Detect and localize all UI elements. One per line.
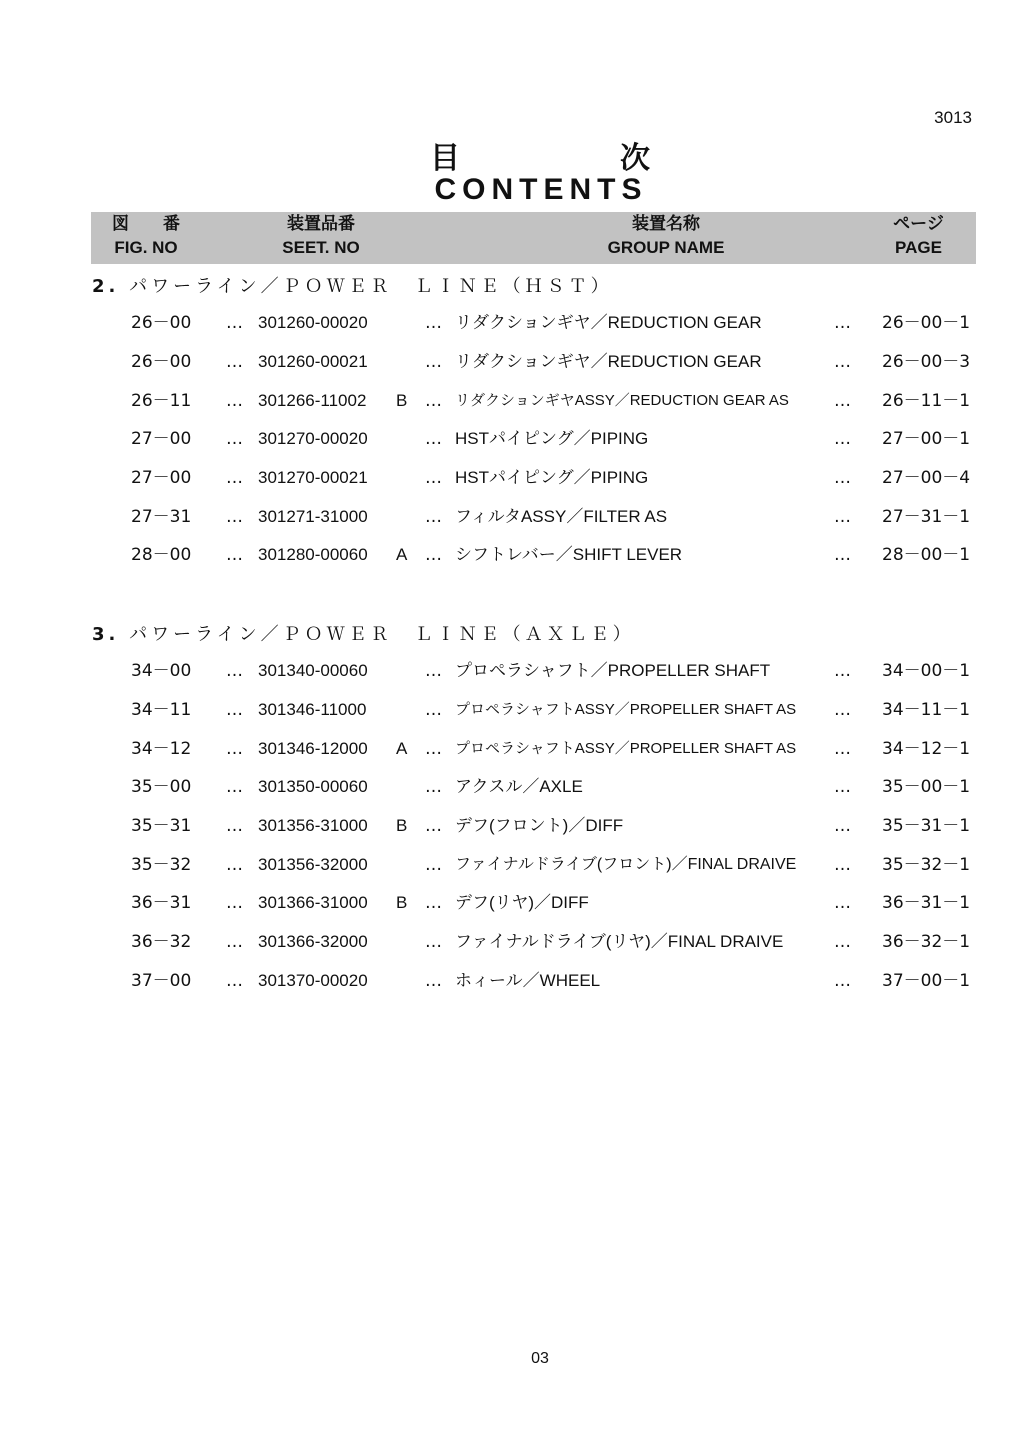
group-name: プロペラシャフトASSY／PROPELLER SHAFT AS	[455, 701, 797, 718]
header-group-name-en: GROUP NAME	[607, 238, 725, 257]
fig-no: 35－32	[131, 855, 192, 875]
group-name: デフ(リヤ)／DIFF	[455, 893, 589, 912]
header-page	[871, 212, 966, 260]
group-name: リダクションギヤ／REDUCTION GEAR	[455, 313, 762, 332]
fig-no: 36－32	[131, 932, 192, 952]
fig-no: 36－31	[131, 893, 192, 913]
sheet-no: 301350-00060	[258, 777, 368, 796]
leader-dots: …	[425, 352, 442, 372]
table-header	[91, 212, 976, 264]
leader-dots: …	[425, 429, 442, 449]
header-group-name-ja: 装置名称	[632, 214, 700, 233]
revision-letter: A	[396, 545, 408, 564]
title-ja-right: 次	[620, 141, 650, 176]
header-fig-no	[101, 212, 191, 260]
leader-dots: …	[226, 313, 243, 333]
leader-dots: …	[425, 468, 442, 488]
sheet-no: 301260-00020	[258, 313, 368, 332]
leader-dots: …	[425, 700, 442, 720]
header-sheet-no	[256, 212, 386, 260]
sheet-no: 301270-00020	[258, 429, 368, 448]
leader-dots: …	[834, 391, 851, 411]
leader-dots: …	[226, 429, 243, 449]
toc-row[interactable]	[0, 659, 1024, 683]
page-ref[interactable]: 36－32－1	[882, 932, 971, 952]
leader-dots: …	[425, 391, 442, 411]
toc-row[interactable]	[0, 969, 1024, 993]
leader-dots: …	[226, 700, 243, 720]
sheet-no: 301271-31000	[258, 507, 368, 526]
sheet-no: 301340-00060	[258, 661, 368, 680]
group-name: HSTパイピング／PIPING	[455, 468, 649, 487]
section-heading-hst	[92, 272, 613, 298]
leader-dots: …	[226, 816, 243, 836]
footer-page-number: 03	[531, 1350, 549, 1367]
leader-dots: …	[834, 507, 851, 527]
fig-no: 26－00	[131, 313, 192, 333]
revision-letter: B	[396, 391, 408, 410]
section-number: 3.	[92, 624, 120, 645]
page-ref[interactable]: 34－00－1	[882, 661, 971, 681]
leader-dots: …	[425, 739, 442, 759]
leader-dots: …	[226, 545, 243, 565]
leader-dots: …	[425, 893, 442, 913]
fig-no: 35－00	[131, 777, 192, 797]
leader-dots: …	[425, 313, 442, 333]
leader-dots: …	[834, 468, 851, 488]
revision-letter: B	[396, 893, 408, 912]
group-name: ファイナルドライブ(フロント)／FINAL DRAIVE	[455, 856, 797, 873]
toc-row[interactable]	[0, 505, 1024, 529]
page-ref[interactable]: 35－31－1	[882, 816, 971, 836]
toc-row[interactable]	[0, 930, 1024, 954]
fig-no: 37－00	[131, 971, 192, 991]
fig-no: 35－31	[131, 816, 192, 836]
toc-row[interactable]	[0, 698, 1024, 722]
page-ref[interactable]: 26－00－3	[882, 352, 971, 372]
toc-row[interactable]	[0, 466, 1024, 490]
leader-dots: …	[834, 932, 851, 952]
page-title-japanese	[0, 133, 1024, 177]
fig-no: 27－00	[131, 468, 192, 488]
page-ref[interactable]: 27－31－1	[882, 507, 971, 527]
leader-dots: …	[226, 971, 243, 991]
header-fig-no-ja: 図 番	[112, 214, 180, 233]
group-name: リダクションギヤASSY／REDUCTION GEAR AS	[455, 392, 789, 409]
sheet-no: 301270-00021	[258, 468, 368, 487]
group-name: リダクションギヤ／REDUCTION GEAR	[455, 352, 762, 371]
fig-no: 27－00	[131, 429, 192, 449]
fig-no: 26－00	[131, 352, 192, 372]
fig-no: 26－11	[131, 391, 192, 411]
section-title: パワーライン／ＰＯＷＥＲ ＬＩＮＥ（ＡＸＬＥ）	[129, 624, 635, 645]
sheet-no: 301356-32000	[258, 855, 368, 874]
leader-dots: …	[226, 391, 243, 411]
page-ref[interactable]: 35－00－1	[882, 777, 971, 797]
leader-dots: …	[226, 507, 243, 527]
title-ja-left: 目	[430, 141, 460, 176]
leader-dots: …	[226, 739, 243, 759]
group-name: デフ(フロント)／DIFF	[455, 816, 624, 835]
fig-no: 34－12	[131, 739, 192, 759]
group-name: プロペラシャフト／PROPELLER SHAFT	[455, 661, 771, 680]
leader-dots: …	[425, 816, 442, 836]
sheet-no: 301370-00020	[258, 971, 368, 990]
leader-dots: …	[425, 855, 442, 875]
leader-dots: …	[834, 739, 851, 759]
sheet-no: 301346-12000	[258, 739, 368, 758]
page-ref[interactable]: 28－00－1	[882, 545, 971, 565]
toc-row[interactable]	[0, 775, 1024, 799]
fig-no: 28－00	[131, 545, 192, 565]
leader-dots: …	[834, 700, 851, 720]
revision-letter: A	[396, 739, 408, 758]
page-ref[interactable]: 37－00－1	[882, 971, 971, 991]
leader-dots: …	[425, 507, 442, 527]
toc-row[interactable]	[0, 543, 1024, 567]
toc-row[interactable]	[0, 737, 1024, 761]
leader-dots: …	[834, 893, 851, 913]
sheet-no: 301366-32000	[258, 932, 368, 951]
fig-no: 34－11	[131, 700, 192, 720]
header-fig-no-en: FIG. NO	[114, 238, 178, 257]
group-name: アクスル／AXLE	[455, 777, 583, 796]
group-name: プロペラシャフトASSY／PROPELLER SHAFT AS	[455, 740, 797, 757]
leader-dots: …	[834, 545, 851, 565]
leader-dots: …	[834, 429, 851, 449]
leader-dots: …	[226, 777, 243, 797]
page-title-english: CONTENTS	[434, 173, 648, 206]
fig-no: 34－00	[131, 661, 192, 681]
group-name: シフトレバー／SHIFT LEVER	[455, 545, 683, 564]
sheet-no: 301266-11002	[258, 391, 367, 410]
toc-row[interactable]	[0, 350, 1024, 374]
page-ref[interactable]: 35－32－1	[882, 855, 971, 875]
leader-dots: …	[226, 855, 243, 875]
page-ref[interactable]: 27－00－1	[882, 429, 971, 449]
leader-dots: …	[834, 661, 851, 681]
sheet-no: 301356-31000	[258, 816, 368, 835]
section-number: 2.	[92, 276, 120, 297]
sheet-no: 301346-11000	[258, 700, 367, 719]
leader-dots: …	[425, 971, 442, 991]
leader-dots: …	[834, 313, 851, 333]
toc-row[interactable]	[0, 427, 1024, 451]
page-ref[interactable]: 36－31－1	[882, 893, 971, 913]
document-number: 3013	[934, 108, 972, 127]
leader-dots: …	[834, 816, 851, 836]
page-ref[interactable]: 26－11－1	[882, 391, 971, 411]
header-sheet-no-en: SEET. NO	[282, 238, 360, 257]
header-group-name	[531, 212, 801, 260]
leader-dots: …	[834, 855, 851, 875]
toc-row[interactable]	[0, 891, 1024, 915]
sheet-no: 301260-00021	[258, 352, 368, 371]
leader-dots: …	[226, 893, 243, 913]
leader-dots: …	[834, 971, 851, 991]
toc-row[interactable]	[0, 311, 1024, 335]
revision-letter: B	[396, 816, 408, 835]
page-ref[interactable]: 34－12－1	[882, 739, 971, 759]
leader-dots: …	[834, 777, 851, 797]
page-ref[interactable]: 26－00－1	[882, 313, 971, 333]
group-name: ホィール／WHEEL	[455, 971, 601, 990]
leader-dots: …	[226, 932, 243, 952]
leader-dots: …	[834, 352, 851, 372]
header-page-en: PAGE	[895, 238, 942, 257]
fig-no: 27－31	[131, 507, 192, 527]
section-heading-axle	[92, 620, 635, 646]
header-page-ja: ページ	[893, 214, 944, 233]
header-sheet-no-ja: 装置品番	[287, 214, 355, 233]
leader-dots: …	[425, 661, 442, 681]
page-ref[interactable]: 34－11－1	[882, 700, 971, 720]
leader-dots: …	[425, 777, 442, 797]
leader-dots: …	[226, 352, 243, 372]
sheet-no: 301280-00060	[258, 545, 368, 564]
page-ref[interactable]: 27－00－4	[882, 468, 971, 488]
leader-dots: …	[425, 545, 442, 565]
toc-row[interactable]	[0, 389, 1024, 413]
toc-row[interactable]	[0, 853, 1024, 877]
group-name: ファイナルドライブ(リヤ)／FINAL DRAIVE	[455, 932, 784, 951]
group-name: フィルタASSY／FILTER AS	[455, 507, 668, 526]
section-title: パワーライン／ＰＯＷＥＲ ＬＩＮＥ（ＨＳＴ）	[129, 276, 613, 297]
leader-dots: …	[226, 468, 243, 488]
toc-row[interactable]	[0, 814, 1024, 838]
leader-dots: …	[226, 661, 243, 681]
leader-dots: …	[425, 932, 442, 952]
sheet-no: 301366-31000	[258, 893, 368, 912]
group-name: HSTパイピング／PIPING	[455, 429, 649, 448]
